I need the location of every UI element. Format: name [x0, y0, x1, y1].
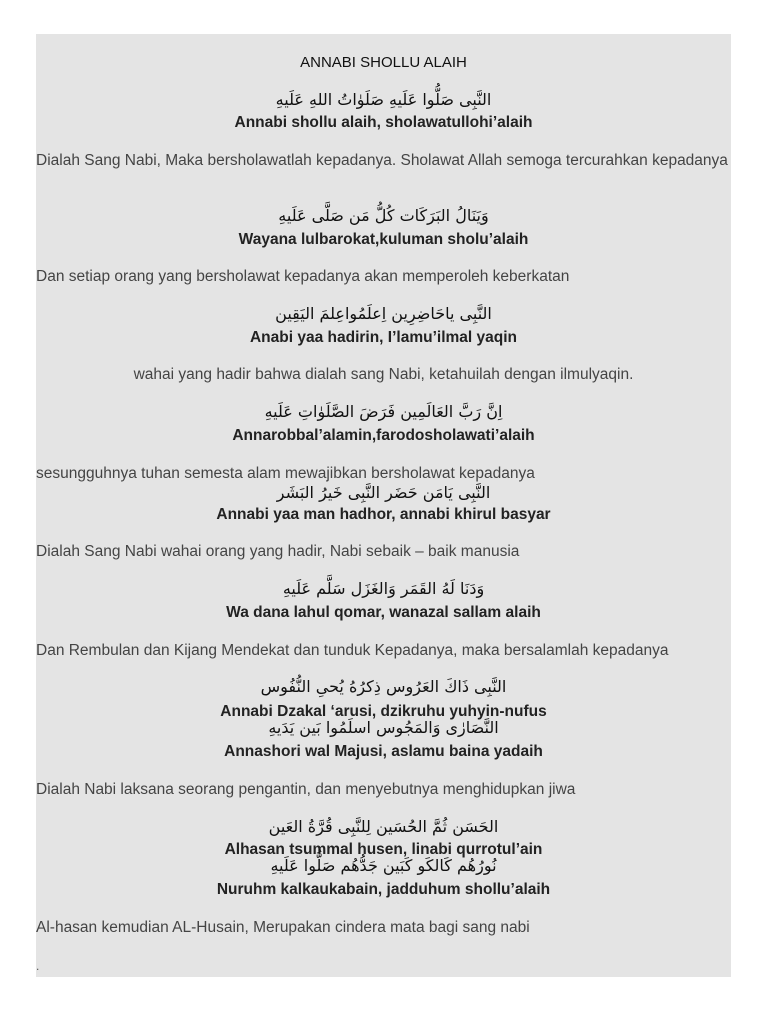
stanza-3-transliteration: Anabi yaa hadirin, I’lamu’ilmal yaqin: [249, 329, 518, 346]
stanza-2-meaning: Dan setiap orang yang bersholawat kepadanya akan memperoleh keberkatan: [36, 268, 570, 285]
stanza-6-meaning: Dan Rembulan dan Kijang Mendekat dan tunduk Kepadanya, maka bersalamlah kepadanya: [36, 642, 669, 659]
stanza-4-arabic: اِنَّ رَبَّ العَالَمِین فَرَضَ الصَّلَوٰاتِ عَلَیهِ: [264, 402, 503, 421]
stanza-8-arabic: الحَسَن ثُمَّ الحُسَین لِلنَّبِی قُرَّةُ العَین: [268, 817, 499, 836]
stanza-2-arabic: وَیَنَالُ البَرَکَات کُلُّ مَن صَلَّی عَلَیهِ: [278, 206, 489, 225]
stanza-8-meaning: Al-hasan kemudian AL-Husain, Merupakan cindera mata bagi sang nabi: [36, 919, 530, 936]
document-title: ANNABI SHOLLU ALAIH: [300, 54, 467, 71]
stanza-3-meaning: wahai yang hadir bahwa dialah sang Nabi, ketahuilah dengan ilmulyaqin.: [133, 366, 634, 383]
stanza-8-transliteration: Alhasan tsummal husen, linabi qurrotul’ain: [224, 841, 543, 858]
stanza-7-arabic: النَّبِی ذَاكَ العَرُوس ذِكرُهُ یُحیِ النُّفُوس: [260, 677, 507, 696]
stanza-7-arabic-2: النَّصَارٰی وَالمَجُوس اسلَمُوا بَین یَدَیهِ: [268, 718, 499, 737]
stanza-6-transliteration: Wa dana lahul qomar, wanazal sallam alaih: [226, 604, 541, 621]
stanza-6-arabic: وَدَنَا لَهُ القَمَر وَالغَزَل سَلَّم عَلَیهِ: [282, 579, 485, 598]
stanza-3-arabic: النَّبِی یاحَاضِرِین اِعلَمُواعِلمَ الیَقِین: [275, 304, 492, 323]
trailing-mark: .: [36, 959, 40, 973]
stanza-7-transliteration: Annabi Dzakal ‘arusi, dzikruhu yuhyin-nufus: [220, 703, 547, 720]
stanza-4-meaning: sesungguhnya tuhan semesta alam mewajibkan bersholawat kepadanya: [36, 465, 535, 482]
stanza-2-transliteration: Wayana lulbarokat,kuluman sholu’alaih: [238, 231, 529, 248]
stanza-4-transliteration: Annarobbal’alamin,farodosholawati’alaih: [232, 427, 535, 444]
stanza-5-arabic: النَّبِی یَامَن حَضَر النَّبِی خَیرُ البَشَر: [276, 483, 491, 502]
stanza-8-transliteration-2: Nuruhm kalkaukabain, jadduhum shollu’alaih: [216, 881, 551, 898]
stanza-8-arabic-2: نُورُهُم كَالكَو كَبَین جَدُّهُم صَلُّوا عَلَیهِ: [270, 856, 497, 875]
stanza-5-transliteration: Annabi yaa man hadhor, annabi khirul basyar: [216, 506, 551, 523]
stanza-1-arabic: النَّبِی صَلُّوا عَلَیهِ صَلَوٰاتُ اللهِ عَلَیهِ: [275, 90, 492, 109]
stanza-1-meaning: Dialah Sang Nabi, Maka bersholawatlah kepadanya. Sholawat Allah semoga tercurahkan kepadanya: [36, 152, 728, 169]
document-page: [36, 34, 731, 977]
stanza-7-transliteration-2: Annashori wal Majusi, aslamu baina yadaih: [224, 743, 543, 760]
stanza-5-meaning: Dialah Sang Nabi wahai orang yang hadir, Nabi sebaik – baik manusia: [36, 543, 520, 560]
stanza-7-meaning: Dialah Nabi laksana seorang pengantin, dan menyebutnya menghidupkan jiwa: [36, 781, 576, 798]
stanza-1-transliteration: Annabi shollu alaih, sholawatullohi’alaih: [234, 114, 533, 131]
